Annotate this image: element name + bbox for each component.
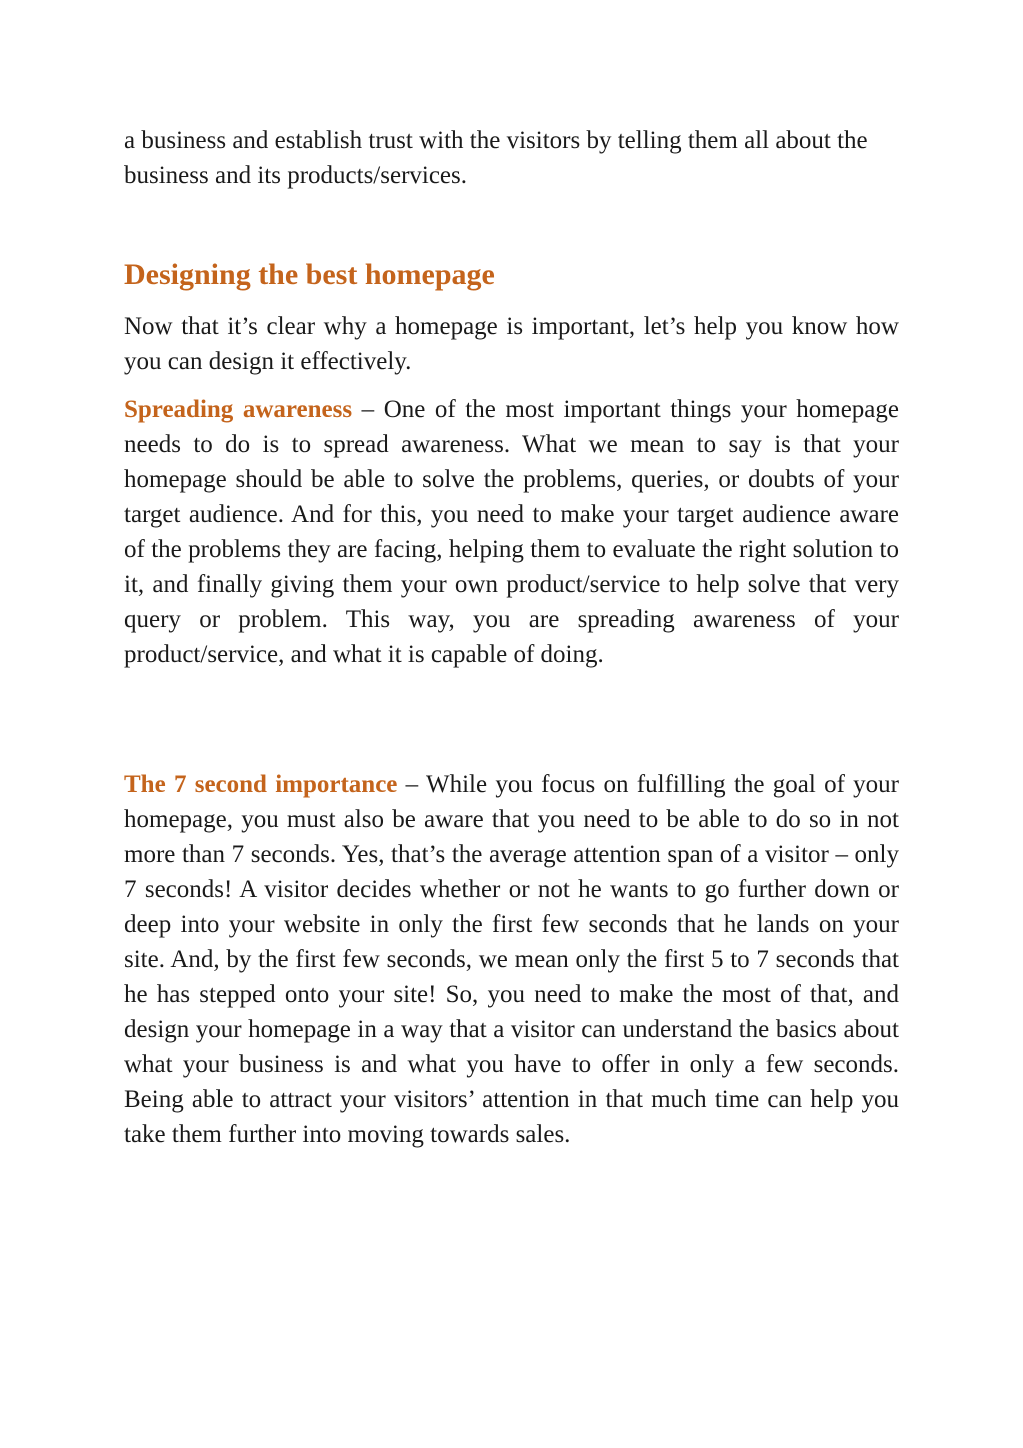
section-intro-paragraph: Now that it’s clear why a homepage is important, let’s help you know how you can design it effectively. — [124, 313, 899, 375]
section-heading: Designing the best homepage — [124, 258, 495, 291]
seven-second-paragraph — [124, 767, 899, 1152]
seven-second-body: – While you focus on fulfilling the goal of your homepage, you must also be aware that you need to be able to do so in not more than 7 seconds. Yes, that’s the average attention span of a visitor – only 7 seconds! A visitor decides whether or not he wants to go further down or deep into your website in only the first few seconds that he lands on your site. And, by the first few seconds, we mean only the first 5 to 7 seconds that he has stepped onto your site! So, you need to make the most of that, and design your homepage in a way that a visitor can understand the basics about what your business is and what you have to offer in only a few seconds. Being able to attract your visitors’ attention in that much time can help you take them further into moving towards sales. — [124, 771, 899, 1148]
intro-paragraph: a business and establish trust with the visitors by telling them all about the business and its products/services. — [124, 127, 868, 189]
spreading-awareness-paragraph — [124, 392, 899, 672]
spreading-awareness-body: – One of the most important things your homepage needs to do is to spread awareness. What we mean to say is that your homepage should be able to solve the problems, queries, or doubts of your target audience. And for this, you need to make your target audience aware of the problems they are facing, helping them to evaluate the right solution to it, and finally giving them your own product/service to help solve that very query or problem. This way, you are spreading awareness of your product/service, and what it is capable of doing. — [124, 396, 899, 668]
seven-second-title: The 7 second importance — [124, 771, 398, 798]
spreading-awareness-title: Spreading awareness — [124, 396, 353, 423]
